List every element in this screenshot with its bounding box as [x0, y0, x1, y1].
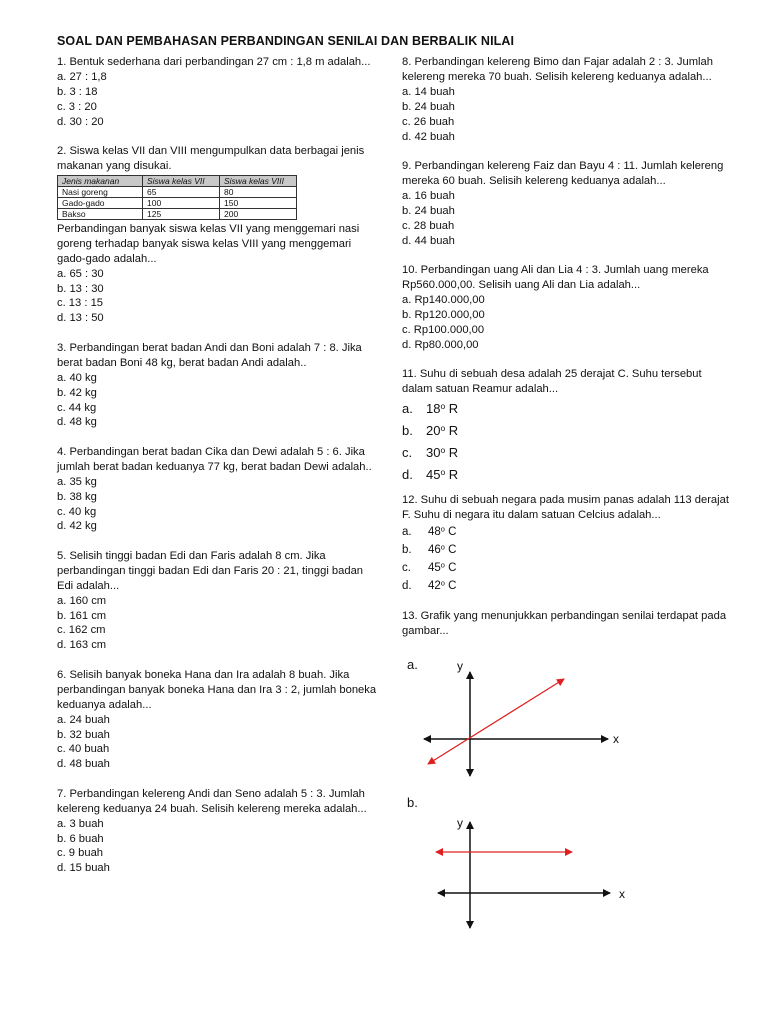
option-d: d. Rp80.000,00: [402, 338, 479, 351]
degree-sign: o: [440, 400, 446, 411]
y-axis-label: y: [457, 659, 463, 673]
degree-sign: o: [440, 466, 446, 477]
option-c: c. 44 kg: [57, 401, 97, 414]
option-c: c. 162 cm: [57, 624, 106, 637]
option-b: b. 3 : 18: [57, 85, 98, 98]
option-b: b. 6 buah: [57, 832, 104, 845]
option-label: d.: [402, 466, 413, 482]
option-value: 30: [426, 444, 441, 460]
option-c: c. 28 buah: [402, 219, 455, 232]
degree-sign: o: [440, 444, 446, 455]
option-unit: R: [445, 400, 459, 416]
question-2: [57, 144, 377, 326]
table-header: Siswa kelas VII: [143, 175, 220, 186]
degree-sign: o: [440, 577, 445, 587]
question-text: 11. Suhu di sebuah desa adalah 25 derajat C. Suhu tersebut dalam satuan Reamur adalah...: [402, 368, 702, 395]
option-c: [402, 442, 732, 463]
question-7: [57, 787, 377, 876]
option-b: b. 32 buah: [57, 728, 110, 741]
question-text: 1. Bentuk sederhana dari perbandingan 27 cm : 1,8 m adalah...: [57, 56, 371, 68]
proportional-line: [428, 679, 564, 764]
option-b: b. 42 kg: [57, 386, 97, 399]
graph-b-label: b.: [407, 795, 418, 810]
option-value: 20: [426, 422, 441, 438]
question-9: [402, 159, 732, 248]
option-a: a. 160 cm: [57, 594, 107, 607]
option-a: [402, 523, 732, 541]
question-3: [57, 341, 377, 430]
option-d: d. 42 kg: [57, 520, 97, 533]
table-cell: 150: [220, 197, 297, 208]
option-d: [402, 464, 732, 485]
table-row: [58, 186, 297, 197]
option-label: a.: [402, 525, 412, 538]
option-label: d.: [402, 579, 412, 592]
question-10: [402, 263, 732, 352]
question-text: 7. Perbandingan kelereng Andi dan Seno adalah 5 : 3. Jumlah kelereng keduanya 24 buah. Selisih kelereng mereka adalah...: [57, 787, 367, 815]
option-label: b.: [402, 543, 412, 556]
option-d: d. 48 buah: [57, 758, 110, 771]
option-c: c. 3 : 20: [57, 100, 97, 113]
option-b: b. Rp120.000,00: [402, 308, 485, 321]
option-c: c. 40 kg: [57, 505, 97, 518]
option-c: [402, 559, 732, 577]
table-cell: 100: [143, 197, 220, 208]
option-a: a. 3 buah: [57, 817, 104, 830]
option-b: b. 24 buah: [402, 204, 455, 217]
option-c: c. Rp100.000,00: [402, 323, 485, 336]
table-cell: 125: [143, 208, 220, 219]
question-11: [402, 367, 732, 485]
question-text: 13. Grafik yang menunjukkan perbandingan senilai terdapat pada gambar...: [402, 610, 727, 638]
table-header: Jenis makanan: [58, 175, 143, 186]
option-unit: C: [444, 525, 457, 538]
option-c: c. 26 buah: [402, 115, 455, 128]
question-5: [57, 549, 377, 653]
question-text: 3. Perbandingan berat badan Andi dan Boni adalah 7 : 8. Jika berat badan Boni 48 kg, berat badan Andi adalah..: [57, 341, 362, 369]
y-axis-label: y: [457, 816, 463, 830]
option-value: 46: [428, 543, 441, 556]
degree-sign: o: [440, 523, 445, 533]
option-value: 42: [428, 579, 441, 592]
graph-a-label: a.: [407, 657, 418, 672]
question-8: [402, 55, 732, 144]
table-cell: 80: [220, 186, 297, 197]
graph-b: [400, 810, 640, 940]
option-a: a. 14 buah: [402, 85, 455, 98]
option-b: b. 161 cm: [57, 609, 107, 622]
option-unit: C: [444, 543, 457, 556]
option-b: b. 38 kg: [57, 490, 97, 503]
option-label: c.: [402, 561, 411, 574]
option-value: 48: [428, 525, 441, 538]
table-cell: 200: [220, 208, 297, 219]
question-text: 2. Siswa kelas VII dan VIII mengumpulkan data berbagai jenis makanan yang disukai.: [57, 145, 365, 173]
option-a: a. 16 buah: [402, 189, 455, 202]
option-b: b. 13 : 30: [57, 282, 104, 295]
question-text: 5. Selisih tinggi badan Edi dan Faris adalah 8 cm. Jika perbandingan tinggi badan Edi dan Faris 20 : 21, tinggi badan Edi adalah...: [57, 549, 364, 592]
degree-sign: o: [440, 559, 445, 569]
option-unit: R: [445, 466, 459, 482]
table-row: [58, 197, 297, 208]
question-text-continued: Perbandingan banyak siswa kelas VII yang menggemari nasi goreng terhadap banyak siswa kelas VIII yang menggemari gado-gado adalah...: [57, 222, 360, 265]
option-d: d. 13 : 50: [57, 312, 104, 325]
option-value: 45: [428, 561, 441, 574]
table-cell: Bakso: [58, 208, 143, 219]
degree-sign: o: [440, 422, 446, 433]
option-a: a. 65 : 30: [57, 267, 104, 280]
question-text: 10. Perbandingan uang Ali dan Lia 4 : 3. Jumlah uang mereka Rp560.000,00. Selisih uang Ali dan Lia adalah...: [402, 264, 709, 291]
question-6: [57, 668, 377, 772]
option-b: b. 24 buah: [402, 100, 455, 113]
question-text: 9. Perbandingan kelereng Faiz dan Bayu 4 : 11. Jumlah kelereng mereka 60 buah. Selisih kelereng keduanya adalah...: [402, 160, 724, 187]
graph-a: [400, 650, 640, 780]
table-header-row: [58, 175, 297, 186]
option-a: a. Rp140.000,00: [402, 293, 485, 306]
option-a: a. 24 buah: [57, 713, 110, 726]
left-column: [57, 55, 377, 891]
table-cell: 65: [143, 186, 220, 197]
question-1: [57, 55, 377, 130]
option-unit: R: [445, 444, 459, 460]
table-cell: Gado-gado: [58, 197, 143, 208]
option-unit: C: [444, 579, 457, 592]
option-d: d. 30 : 20: [57, 115, 104, 128]
question-text: 12. Suhu di sebuah negara pada musim panas adalah 113 derajat F. Suhu di negara itu dalam satuan Celcius adalah...: [402, 493, 729, 521]
option-label: c.: [402, 444, 413, 460]
option-d: d. 42 buah: [402, 130, 455, 143]
option-label: b.: [402, 422, 413, 438]
option-d: d. 163 cm: [57, 639, 107, 652]
option-c: c. 13 : 15: [57, 297, 104, 310]
option-b: [402, 541, 732, 559]
option-unit: C: [444, 561, 457, 574]
option-a: a. 35 kg: [57, 475, 97, 488]
table-cell: Nasi goreng: [58, 186, 143, 197]
page-title: SOAL DAN PEMBAHASAN PERBANDINGAN SENILAI DAN BERBALIK NILAI: [57, 34, 515, 48]
option-b: [402, 420, 732, 441]
food-table: [57, 175, 297, 220]
right-column: [402, 55, 732, 654]
x-axis-label: x: [619, 887, 625, 901]
question-text: 6. Selisih banyak boneka Hana dan Ira adalah 8 buah. Jika perbandingan banyak boneka Hana dan Ira 3 : 2, jumlah boneka keduanya adalah...: [57, 668, 377, 711]
degree-sign: o: [440, 541, 445, 551]
table-row: [58, 208, 297, 219]
option-d: [402, 577, 732, 595]
option-a: a. 27 : 1,8: [57, 70, 107, 83]
option-a: a. 40 kg: [57, 371, 97, 384]
option-value: 18: [426, 400, 441, 416]
option-unit: R: [445, 422, 459, 438]
option-d: d. 48 kg: [57, 416, 97, 429]
question-13: [402, 609, 732, 639]
option-label: a.: [402, 400, 413, 416]
option-value: 45: [426, 466, 441, 482]
option-c: c. 40 buah: [57, 743, 110, 756]
option-c: c. 9 buah: [57, 847, 104, 860]
option-a: [402, 398, 732, 419]
option-d: d. 15 buah: [57, 862, 110, 875]
x-axis-label: x: [613, 732, 619, 746]
question-4: [57, 445, 377, 534]
question-12: [402, 493, 732, 595]
question-text: 8. Perbandingan kelereng Bimo dan Fajar adalah 2 : 3. Jumlah kelereng mereka 70 buah. Selisih kelereng keduanya adalah...: [402, 56, 713, 83]
option-d: d. 44 buah: [402, 234, 455, 247]
question-text: 4. Perbandingan berat badan Cika dan Dewi adalah 5 : 6. Jika jumlah berat badan keduanya 77 kg, berat badan Dewi adalah..: [57, 445, 372, 473]
table-header: Siswa kelas VIII: [220, 175, 297, 186]
